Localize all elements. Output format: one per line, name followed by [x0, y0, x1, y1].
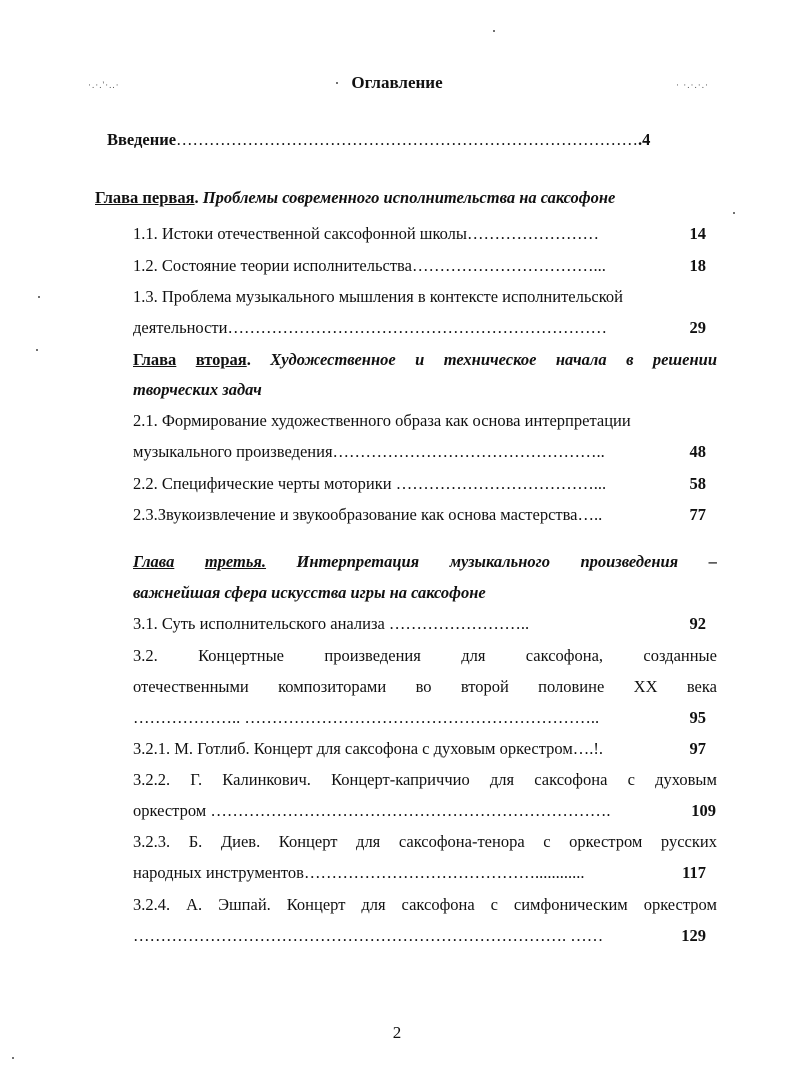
- word: 3.2.: [133, 646, 158, 665]
- toc-page-1-1: 14: [689, 224, 706, 243]
- chapter-2-word: Глава: [133, 350, 177, 369]
- page-number: 2: [392, 1023, 402, 1042]
- word: русских: [660, 832, 717, 851]
- toc-entry-1-3: 1.3. Проблема музыкального мышления в контексте исполнительской: [133, 287, 623, 306]
- word: саксофона,: [525, 646, 604, 665]
- word: Эшпай.: [218, 895, 271, 914]
- chapter-1-name: Проблемы современного исполнительства на саксофоне: [202, 188, 616, 207]
- chapter-2-word: и: [415, 350, 425, 369]
- toc-page-3-2-2: 109: [691, 801, 716, 820]
- chapter-2-heading: [133, 350, 717, 370]
- word: Г.: [190, 770, 203, 789]
- word: Б.: [188, 832, 203, 851]
- chapter-2-word: в: [626, 350, 634, 369]
- chapter-3-word: третья.: [204, 552, 267, 571]
- chapter-1-sep: .: [194, 188, 203, 207]
- word: Концертные: [198, 646, 285, 665]
- toc-entry-3-2-1: 3.2.1. М. Готлиб. Концерт для саксофона с духовым оркестром….!.: [133, 739, 604, 758]
- chapter-3-word: музыкального: [449, 552, 550, 571]
- word: созданные: [643, 646, 717, 665]
- toc-entry-3-2-2: [133, 770, 717, 790]
- toc-entry-intro: [107, 130, 650, 150]
- word: саксофона: [401, 895, 475, 914]
- toc-entry-3-2-3-cont: народных инструментов……………………………………............: [133, 863, 585, 882]
- scan-speck: [12, 1057, 14, 1059]
- word: Калинкович.: [222, 770, 311, 789]
- word: века: [686, 677, 717, 696]
- scan-speck: [36, 349, 38, 351]
- word: с: [543, 832, 551, 851]
- word: А.: [186, 895, 203, 914]
- chapter-3-word: Глава: [133, 552, 175, 571]
- toc-page-2-3: 77: [689, 505, 706, 524]
- word: Диев.: [220, 832, 261, 851]
- chapter-3-heading: [133, 552, 717, 572]
- word: оркестром: [569, 832, 643, 851]
- toc-entry-3-2-cont: [133, 677, 717, 697]
- chapter-2-word: вторая.: [195, 350, 251, 369]
- chapter-2-heading-cont: творческих задач: [133, 380, 262, 399]
- toc-page-1-2: 18: [689, 256, 706, 275]
- toc-page-2-1: 48: [689, 442, 706, 461]
- toc-page-3-1: 92: [689, 614, 706, 633]
- toc-entry-3-1: 3.1. Суть исполнительского анализа ……………………..: [133, 614, 530, 633]
- word: для: [489, 770, 515, 789]
- intro-page: .4: [638, 130, 651, 149]
- word: отечественными: [133, 677, 249, 696]
- word: произведения: [324, 646, 421, 665]
- toc-entry-3-2-dots: ……………….. ………………………………………………………..: [133, 708, 600, 727]
- word: для: [361, 895, 386, 914]
- toc-entry-3-2-4-cont: ……………………………………………………………………. ……: [133, 926, 604, 945]
- toc-page-3-2-1: 97: [689, 739, 706, 758]
- intro-label: Введение: [107, 130, 177, 149]
- word: с: [627, 770, 635, 789]
- toc-page-3-2: 95: [689, 708, 706, 727]
- toc-page-3-2-4: 129: [681, 926, 706, 945]
- word: Концерт: [278, 832, 338, 851]
- word: для: [356, 832, 381, 851]
- word: во: [415, 677, 432, 696]
- scan-speck: ·.·.'·..·: [88, 80, 120, 90]
- word: Концерт-каприччио: [331, 770, 470, 789]
- word: саксофона-тенора: [398, 832, 525, 851]
- word: 3.2.2.: [133, 770, 171, 789]
- scan-speck: [733, 212, 735, 214]
- word: с: [490, 895, 498, 914]
- chapter-3-heading-cont: важнейшая сфера искусства игры на саксофоне: [133, 583, 486, 602]
- chapter-2-word: Художественное: [270, 350, 396, 369]
- word: для: [461, 646, 486, 665]
- chapter-3-word: –: [708, 552, 717, 571]
- word: оркестром: [643, 895, 717, 914]
- toc-entry-2-1-cont: музыкального произведения…………………………………………..: [133, 442, 605, 461]
- word: второй: [460, 677, 509, 696]
- scan-speck: [38, 296, 40, 298]
- toc-entry-2-3: 2.3.Звукоизвлечение и звукообразование как основа мастерства…..: [133, 505, 603, 524]
- page-title: Оглавление: [351, 73, 443, 92]
- toc-entry-3-2-3: [133, 832, 717, 852]
- toc-entry-3-2-4: [133, 895, 717, 915]
- chapter-3-word: Интерпретация: [296, 552, 420, 571]
- chapter-3-word: произведения: [580, 552, 679, 571]
- word: половине: [538, 677, 605, 696]
- word: 3.2.3.: [133, 832, 171, 851]
- word: саксофона: [534, 770, 608, 789]
- toc-entry-1-3-cont: деятельности……………………………………………………………: [133, 318, 607, 337]
- intro-dots: …………………………………………………………………………: [176, 130, 639, 149]
- scan-speck: [493, 30, 495, 32]
- toc-entry-2-1: 2.1. Формирование художественного образа как основа интерпретации: [133, 411, 631, 430]
- word: XX: [633, 677, 658, 696]
- word: симфоническим: [513, 895, 628, 914]
- word: духовым: [655, 770, 717, 789]
- toc-entry-1-1: 1.1. Истоки отечественной саксофонной школы……………………: [133, 224, 600, 243]
- scan-speck: · ·.·.·.·: [676, 80, 709, 90]
- chapter-2-word: начала: [555, 350, 607, 369]
- toc-page-3-2-3: 117: [682, 863, 706, 882]
- chapter-1-heading: [95, 188, 615, 208]
- toc-page-1-3: 29: [689, 318, 706, 337]
- toc-page-2-2: 58: [689, 474, 706, 493]
- chapter-2-word: решении: [652, 350, 717, 369]
- toc-entry-3-2-2-cont: оркестром ……………………………………………………………….: [133, 801, 611, 820]
- toc-entry-2-2: 2.2. Специфические черты моторики ………………………………...: [133, 474, 607, 493]
- chapter-1-prefix: Глава первая: [95, 188, 195, 207]
- toc-entry-1-2: 1.2. Состояние теории исполнительства……………………………...: [133, 256, 606, 275]
- word: 3.2.4.: [133, 895, 171, 914]
- toc-entry-3-2: [133, 646, 717, 666]
- word: композиторами: [278, 677, 387, 696]
- chapter-2-word: техническое: [443, 350, 537, 369]
- word: Концерт: [286, 895, 346, 914]
